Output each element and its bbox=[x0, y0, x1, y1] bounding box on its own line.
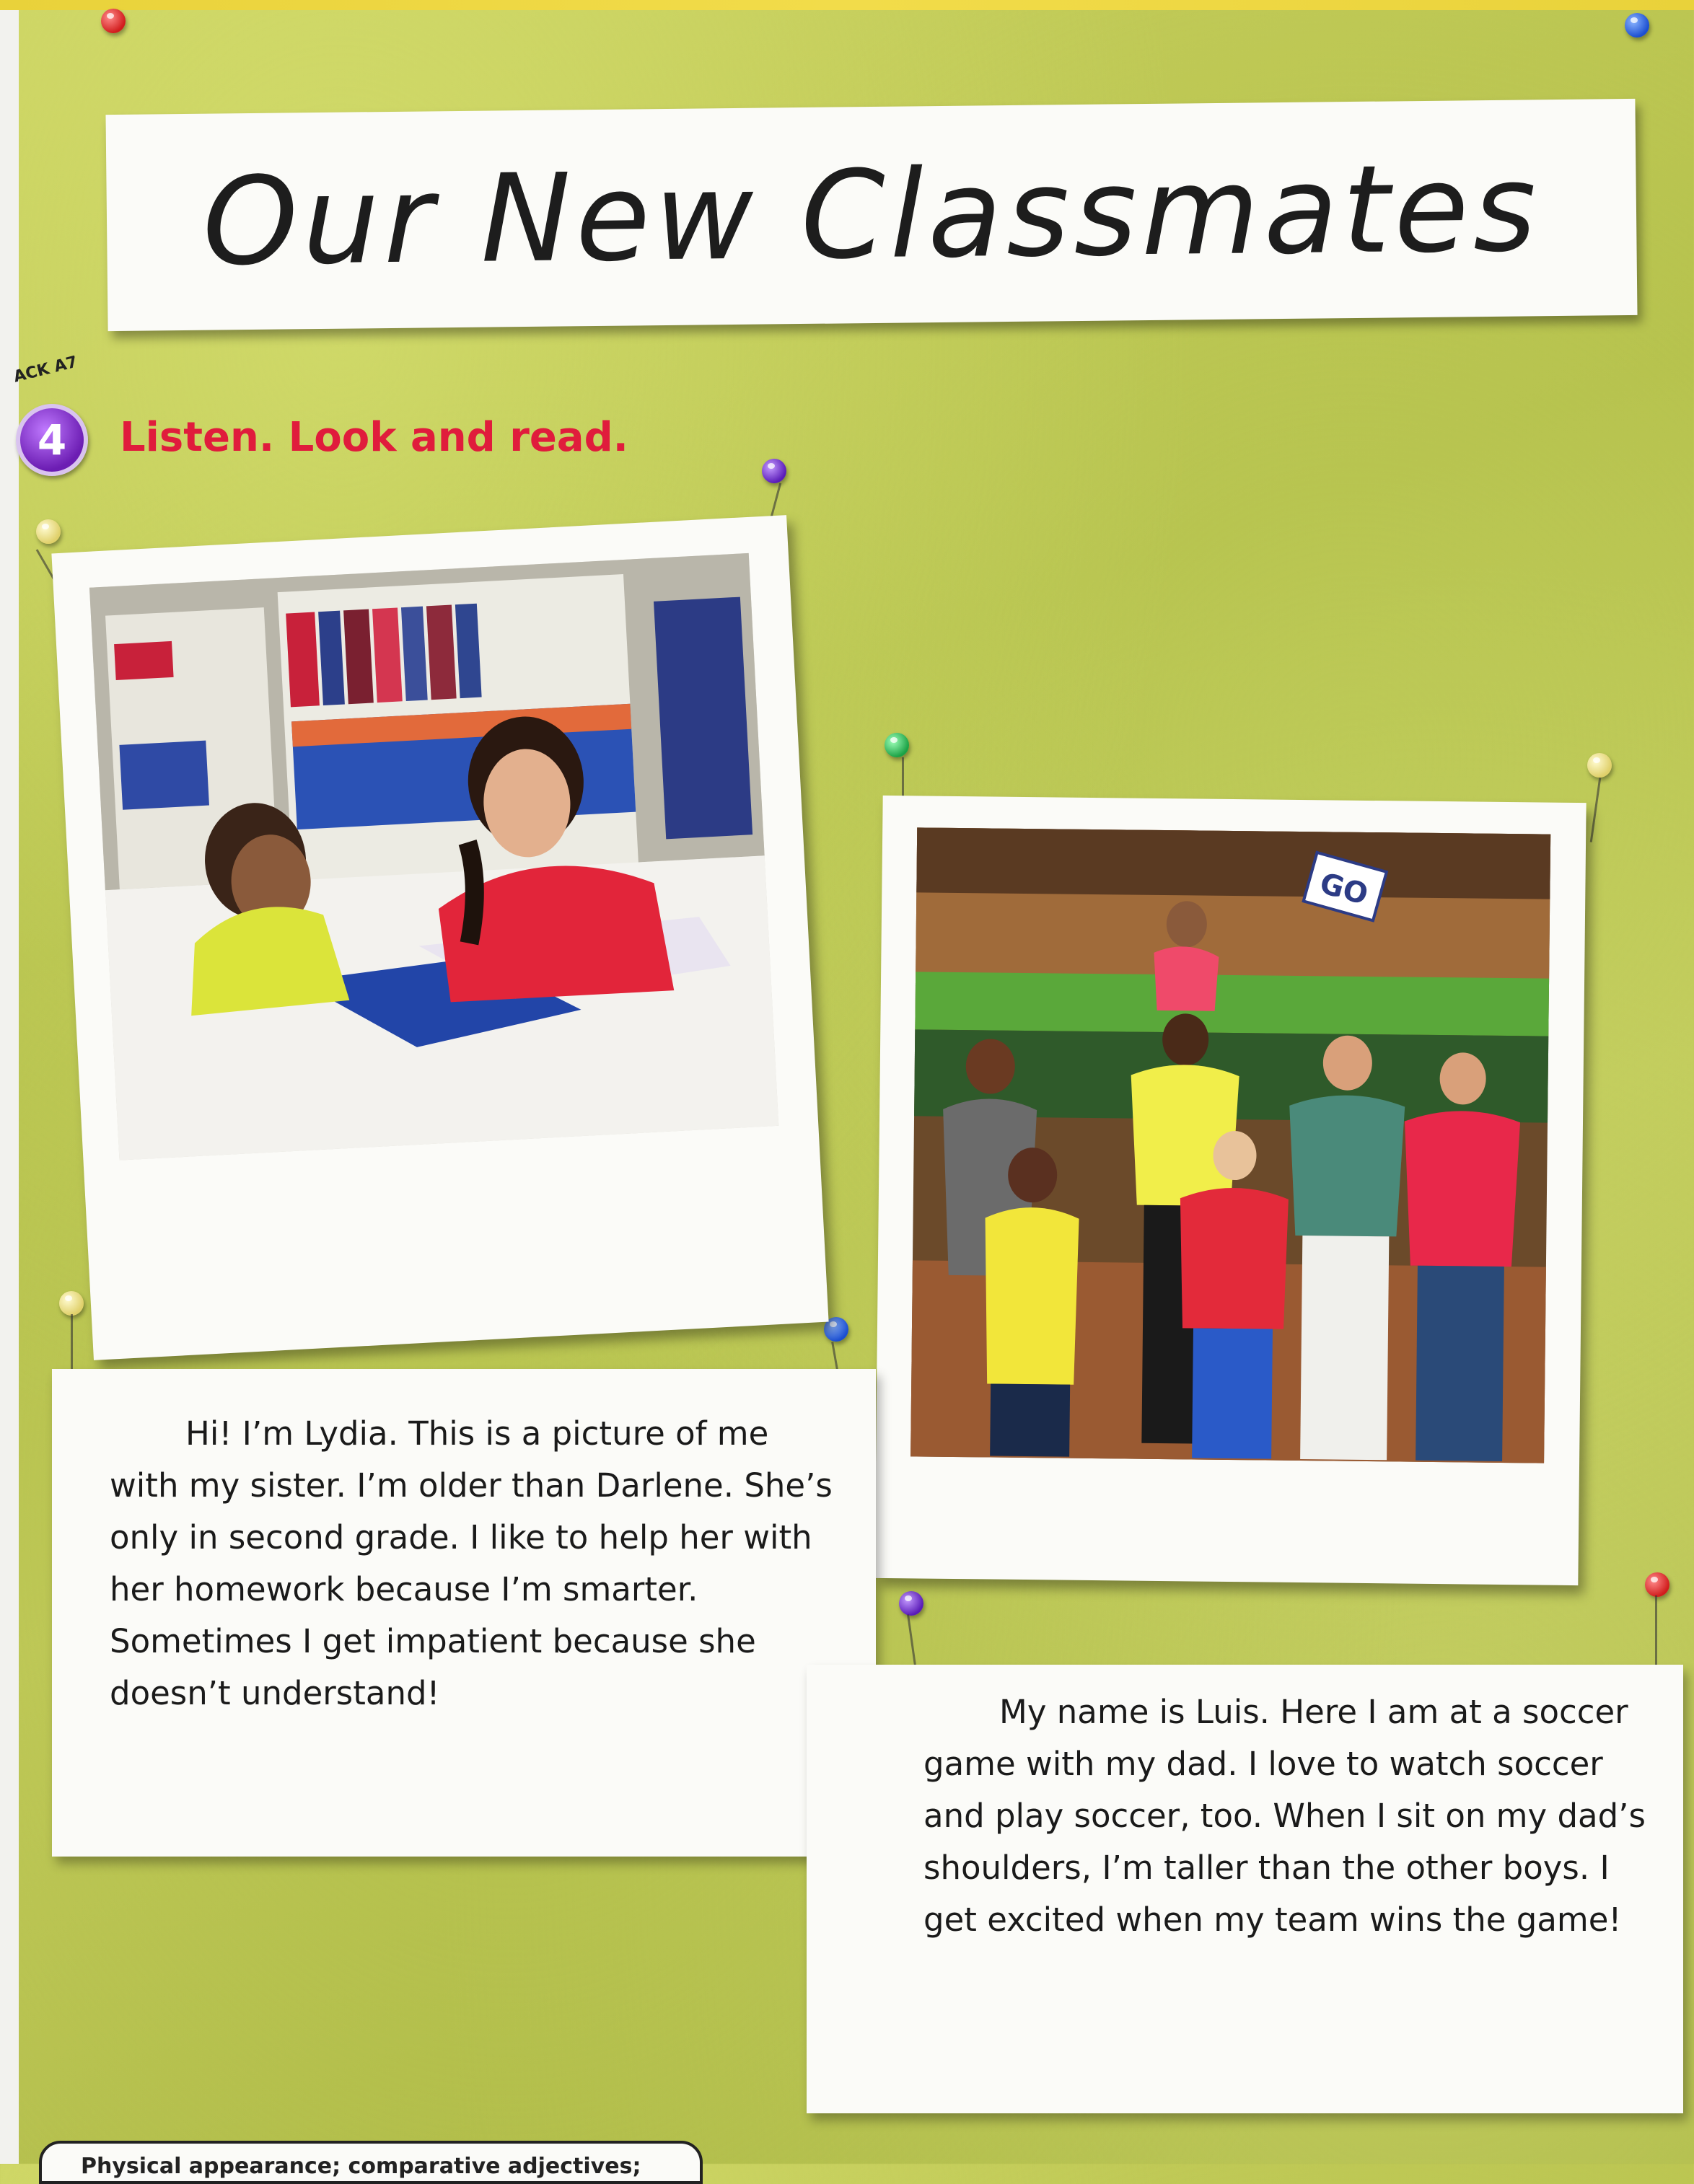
green-pin-icon bbox=[885, 733, 909, 757]
page-title: Our New Classmates bbox=[201, 137, 1542, 293]
track-label: ACK A7 bbox=[12, 353, 79, 387]
red-pin-icon bbox=[1645, 1572, 1669, 1597]
page-edge bbox=[0, 0, 19, 2164]
luis-photo-frame bbox=[874, 796, 1586, 1585]
purple-pin-icon bbox=[762, 459, 786, 483]
footer-topic-tab: Physical appearance; comparative adjectives; bbox=[39, 2141, 703, 2184]
go-sign-text: GO bbox=[1316, 866, 1372, 912]
blue-pin-icon bbox=[1625, 13, 1649, 38]
purple-pin-icon bbox=[899, 1591, 923, 1616]
yellow-pin-icon bbox=[36, 519, 61, 544]
instruction-text: Listen. Look and read. bbox=[120, 414, 628, 461]
activity-number-badge[interactable] bbox=[16, 404, 88, 476]
luis-text-card bbox=[807, 1665, 1683, 2113]
yellow-pin-icon bbox=[1587, 753, 1612, 778]
lydia-text-card bbox=[52, 1369, 876, 1857]
pin-string bbox=[1655, 1595, 1657, 1675]
red-pin-icon bbox=[101, 9, 126, 33]
luis-paragraph: My name is Luis. Here I am at a soccer game with my dad. I love to watch soccer and play soccer, too. When I sit on my dad’s shoulders, I’m taller than the other boys. I get excited when my team wins the game! bbox=[923, 1693, 1646, 1939]
top-border bbox=[0, 0, 1694, 10]
yellow-pin-icon bbox=[59, 1291, 84, 1316]
lydia-paragraph: Hi! I’m Lydia. This is a picture of me with my sister. I’m older than Darlene. She’s only in second grade. I like to help her with her homework because I’m smarter. Sometimes I get impatient because she doesn’t understand! bbox=[110, 1414, 833, 1712]
pin-string bbox=[1590, 778, 1601, 842]
activity-number: 4 bbox=[37, 415, 67, 464]
title-card bbox=[105, 99, 1637, 331]
lydia-photo bbox=[89, 553, 778, 1161]
luis-photo bbox=[910, 827, 1550, 1463]
lydia-photo-frame bbox=[51, 515, 828, 1360]
